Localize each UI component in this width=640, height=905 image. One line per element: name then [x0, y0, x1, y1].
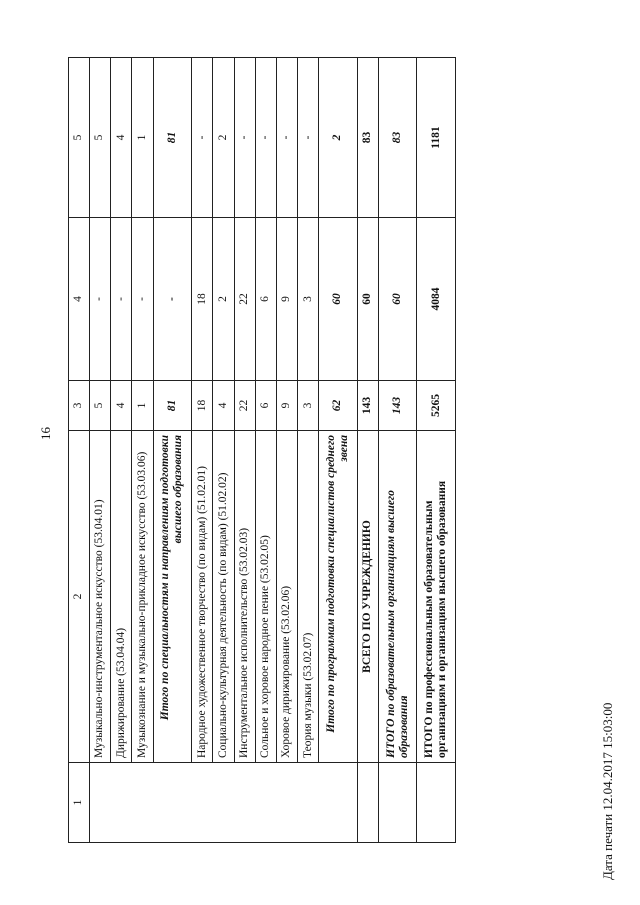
table-row: [417, 58, 456, 843]
empty-cell: [417, 763, 456, 843]
value-cell-5: 1181: [417, 58, 456, 218]
value-cell-4: 9: [276, 218, 297, 381]
table-row: [298, 58, 319, 843]
col-header-3: 3: [69, 381, 90, 431]
row-name-cell: Инструментальное исполнительство (53.02.03): [234, 431, 255, 763]
rotated-table-sheet: [68, 58, 456, 843]
value-cell-4: 60: [357, 218, 378, 381]
row-name-cell: Хоровое дирижирование (53.02.06): [276, 431, 297, 763]
value-cell-5: 2: [213, 58, 234, 218]
table-row: [111, 58, 132, 843]
print-date: Дата печати 12.04.2017 15:03:00: [600, 702, 615, 880]
row-name-cell: ВСЕГО ПО УЧРЕЖДЕНИЮ: [357, 431, 378, 763]
empty-cell: [357, 763, 378, 843]
statistics-table: [68, 57, 456, 843]
value-cell-5: -: [276, 58, 297, 218]
value-cell-4: -: [132, 218, 153, 381]
value-cell-5: -: [192, 58, 213, 218]
col-header-5: 5: [69, 58, 90, 218]
table-row: [153, 58, 191, 843]
row-name-cell: Музыкально-инструментальное искусство (53.04.01): [90, 431, 111, 763]
row-name-cell: Теория музыки (53.02.07): [298, 431, 319, 763]
value-cell-5: 2: [319, 58, 357, 218]
value-cell-4: 18: [192, 218, 213, 381]
value-cell-4: 6: [255, 218, 276, 381]
value-cell-3: 4: [111, 381, 132, 431]
table-row: [90, 58, 111, 843]
table-row: [192, 58, 213, 843]
value-cell-4: -: [153, 218, 191, 381]
row-name-cell: Итого по специальностям и направлениям подготовки высшего образования: [153, 431, 191, 763]
value-cell-4: 60: [379, 218, 417, 381]
value-cell-3: 143: [379, 381, 417, 431]
value-cell-5: -: [255, 58, 276, 218]
row-name-cell: ИТОГО по профессиональным образовательным организациям и организациям высшего образования: [417, 431, 456, 763]
col-header-4: 4: [69, 218, 90, 381]
empty-cell: [379, 763, 417, 843]
value-cell-5: 4: [111, 58, 132, 218]
row-name-cell: Социально-культурная деятельность (по видам) (51.02.02): [213, 431, 234, 763]
row-name-cell: Народное художественное творчество (по видам) (51.02.01): [192, 431, 213, 763]
value-cell-5: 1: [132, 58, 153, 218]
value-cell-5: 83: [357, 58, 378, 218]
value-cell-3: 5: [90, 381, 111, 431]
table-row: [357, 58, 378, 843]
value-cell-3: 81: [153, 381, 191, 431]
table-row: [379, 58, 417, 843]
page-number: 16: [38, 427, 53, 440]
row-name-cell: Дирижирование (53.04.04): [111, 431, 132, 763]
value-cell-4: 4084: [417, 218, 456, 381]
institution-cell: [90, 763, 358, 843]
value-cell-3: 6: [255, 381, 276, 431]
value-cell-3: 22: [234, 381, 255, 431]
value-cell-3: 1: [132, 381, 153, 431]
value-cell-4: 3: [298, 218, 319, 381]
value-cell-3: 143: [357, 381, 378, 431]
value-cell-3: 5265: [417, 381, 456, 431]
value-cell-5: 81: [153, 58, 191, 218]
row-name-cell: Итого по программам подготовки специалистов среднего звена: [319, 431, 357, 763]
value-cell-3: 3: [298, 381, 319, 431]
value-cell-3: 18: [192, 381, 213, 431]
col-header-2: 2: [69, 431, 90, 763]
col-header-1: 1: [69, 763, 90, 843]
value-cell-4: -: [90, 218, 111, 381]
value-cell-5: 83: [379, 58, 417, 218]
value-cell-5: 5: [90, 58, 111, 218]
row-name-cell: Музыкознание и музыкально-прикладное искусство (53.03.06): [132, 431, 153, 763]
table-row: [234, 58, 255, 843]
table-row: [319, 58, 357, 843]
table-row: [255, 58, 276, 843]
header-row: [69, 58, 90, 843]
value-cell-4: 2: [213, 218, 234, 381]
table-row: [276, 58, 297, 843]
value-cell-4: -: [111, 218, 132, 381]
table-row: [213, 58, 234, 843]
value-cell-5: -: [298, 58, 319, 218]
value-cell-4: 60: [319, 218, 357, 381]
value-cell-5: -: [234, 58, 255, 218]
value-cell-4: 22: [234, 218, 255, 381]
value-cell-3: 62: [319, 381, 357, 431]
row-name-cell: Сольное и хоровое народное пение (53.02.05): [255, 431, 276, 763]
row-name-cell: ИТОГО по образовательным организациям высшего образования: [379, 431, 417, 763]
value-cell-3: 4: [213, 381, 234, 431]
table-row: [132, 58, 153, 843]
value-cell-3: 9: [276, 381, 297, 431]
